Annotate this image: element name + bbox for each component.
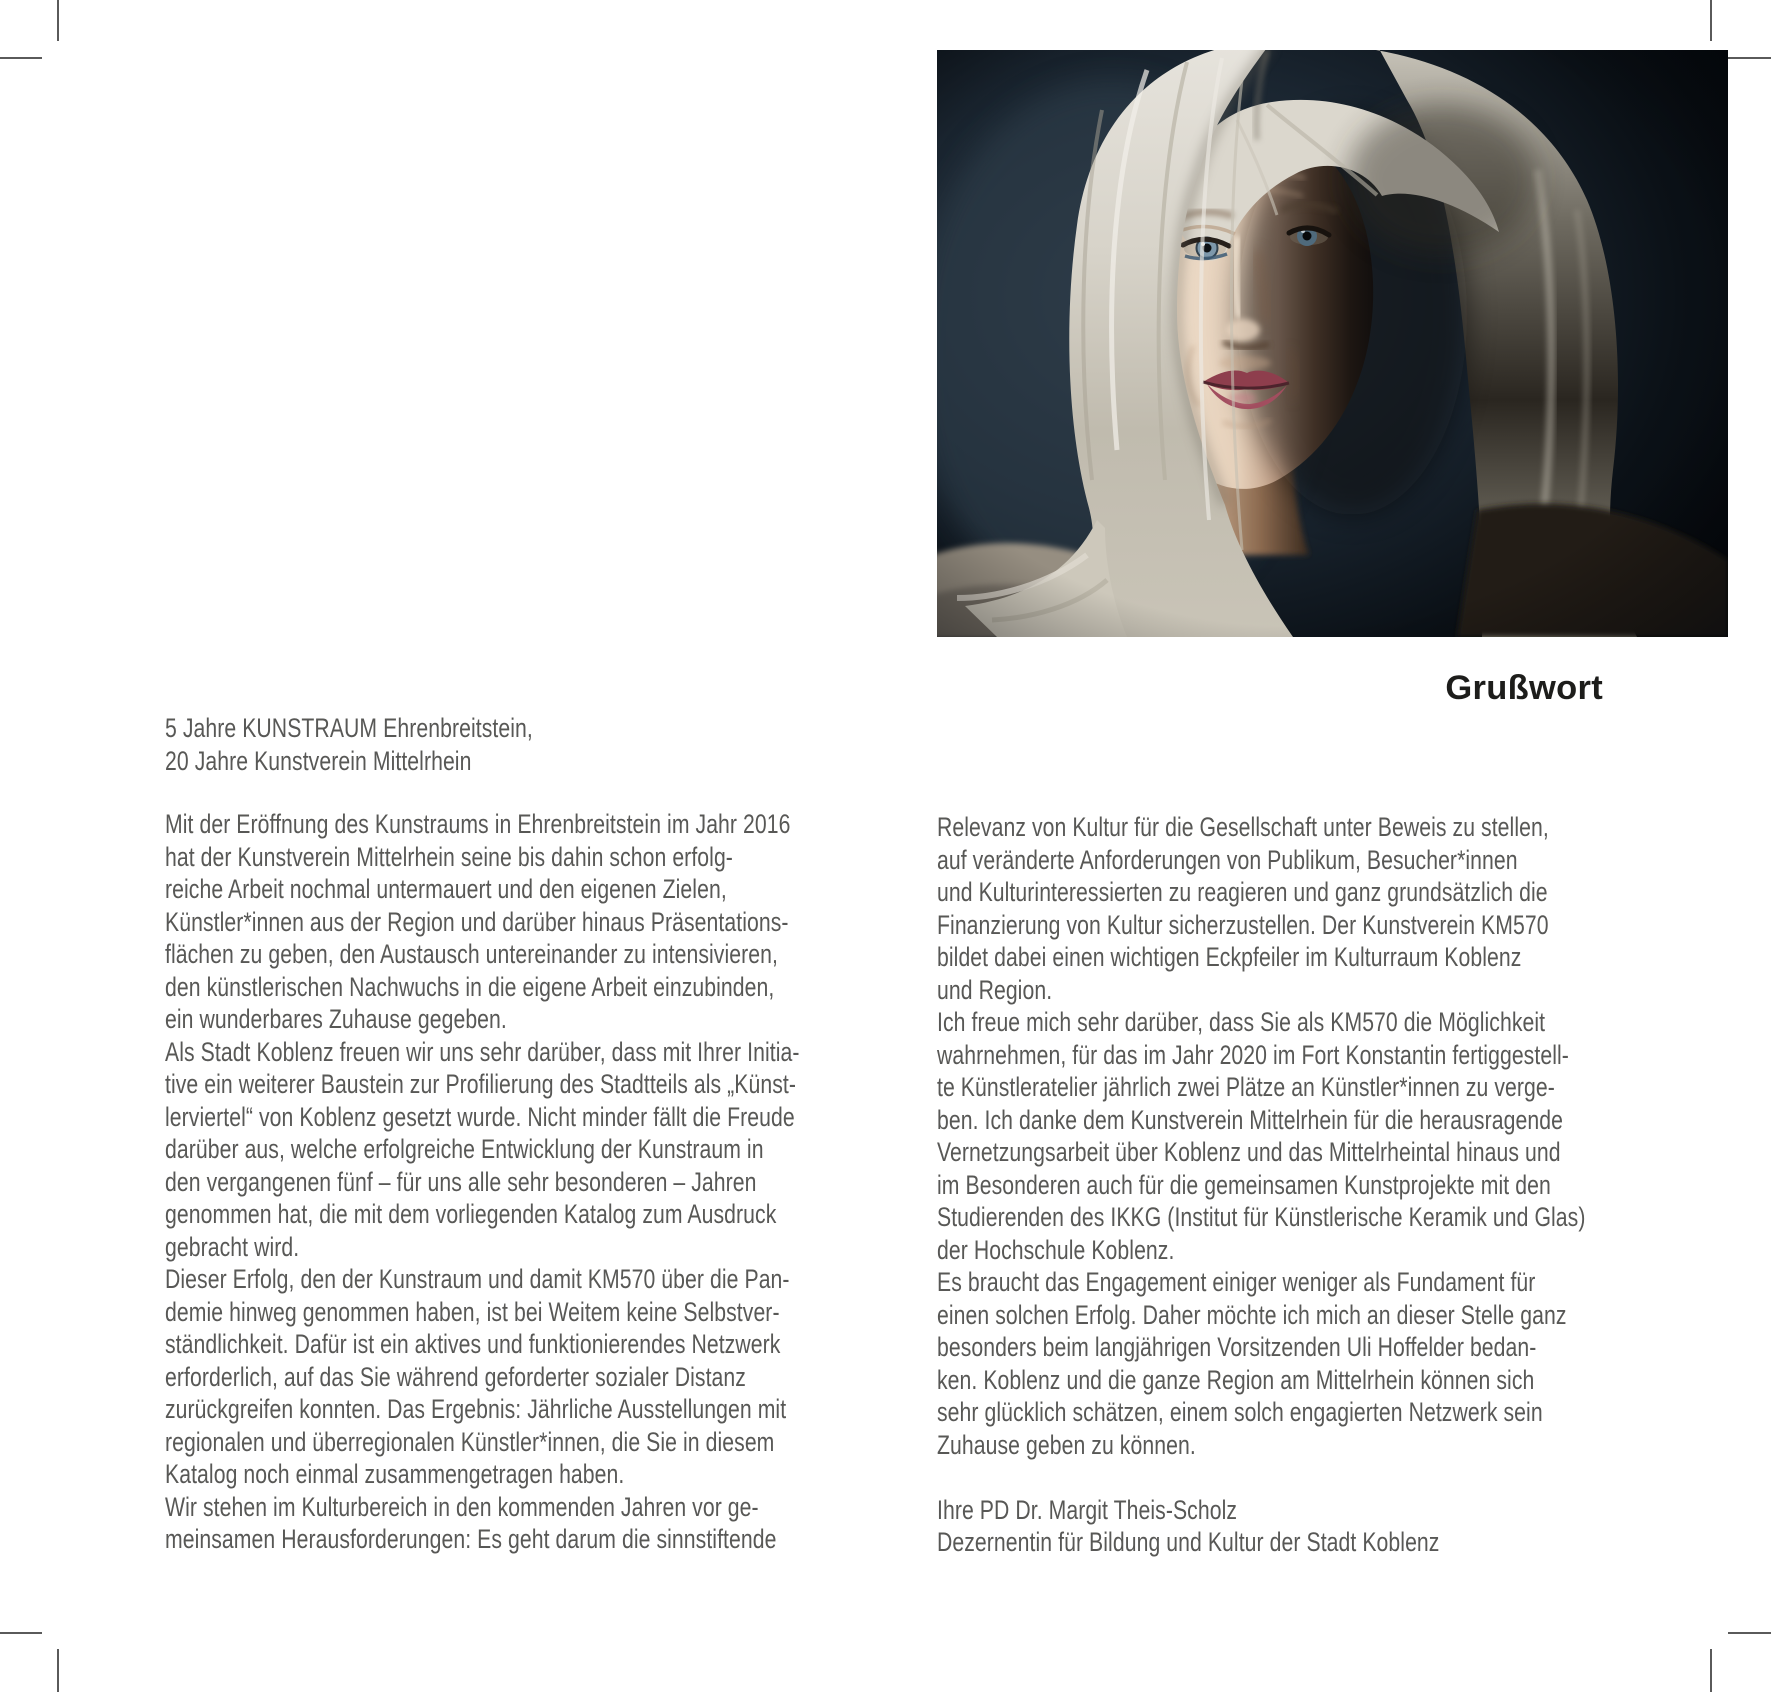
text-line: Vernetzungsarbeit über Koblenz und das Mittelrheintal hinaus und (937, 1137, 1561, 1167)
text-line: Wir stehen im Kulturbereich in den kommenden Jahren vor ge- (165, 1491, 759, 1522)
text-line: wahrnehmen, für das im Jahr 2020 im Fort Konstantin fertiggestell- (937, 1039, 1569, 1070)
text-line: genommen hat, die mit dem vorliegenden Katalog zum Ausdruck (165, 1199, 777, 1229)
text-line: Künstler*innen aus der Region und darüber hinaus Präsentations- (165, 906, 789, 937)
text-line: 5 Jahre KUNSTRAUM Ehrenbreitstein, (165, 713, 533, 743)
text-line: besonders beim langjährigen Vorsitzenden Uli Hoffelder bedan- (937, 1332, 1537, 1362)
text-line: gebracht wird. (165, 1231, 300, 1262)
text-line: Dezernentin für Bildung und Kultur der Stadt Koblenz (937, 1527, 1440, 1557)
text-line: sehr glücklich schätzen, einem solch engagierten Netzwerk sein (937, 1397, 1543, 1427)
crop-mark-bottom-right-horizontal (1728, 1632, 1771, 1634)
left-column-intro (165, 712, 533, 777)
text-line: meinsamen Herausforderungen: Es geht darum die sinnstiftende (165, 1524, 777, 1554)
text-line: Ich freue mich sehr darüber, dass Sie als KM570 die Möglichkeit (937, 1007, 1546, 1037)
text-line: den vergangenen fünf – für uns alle sehr besonderen – Jahren (165, 1166, 757, 1197)
photo-vignette (937, 50, 1728, 637)
text-line: Als Stadt Koblenz freuen wir uns sehr darüber, dass mit Ihrer Initia- (165, 1036, 800, 1067)
text-line: Studierenden des IKKG (Institut für Künstlerische Keramik und Glas) (937, 1202, 1586, 1232)
text-line: Dieser Erfolg, den der Kunstraum und damit KM570 über die Pan- (165, 1264, 790, 1294)
text-line: 20 Jahre Kunstverein Mittelrhein (165, 745, 472, 776)
crop-mark-top-right-horizontal (1728, 57, 1771, 59)
text-line: Finanzierung von Kultur sicherzustellen. Der Kunstverein KM570 (937, 909, 1549, 940)
portrait-photo (937, 50, 1728, 637)
crop-mark-bottom-right-vertical (1710, 1649, 1712, 1692)
page-title: Grußwort (1445, 669, 1603, 707)
text-line: ben. Ich danke dem Kunstverein Mittelrhein für die herausragende (937, 1104, 1563, 1135)
signature-block (937, 1494, 1585, 1559)
text-line: reiche Arbeit nochmal untermauert und den eigenen Zielen, (165, 874, 727, 904)
text-line: lerviertel“ von Koblenz gesetzt wurde. Nicht minder fällt die Freude (165, 1101, 795, 1132)
text-line: tive ein weiterer Baustein zur Profilierung des Stadtteils als „Künst- (165, 1069, 797, 1099)
text-line: hat der Kunstverein Mittelrhein seine bis dahin schon erfolg- (165, 841, 733, 872)
text-line: Zuhause geben zu können. (937, 1429, 1196, 1460)
text-line: bildet dabei einen wichtigen Eckpfeiler im Kulturraum Koblenz (937, 942, 1522, 972)
text-line: darüber aus, welche erfolgreiche Entwicklung der Kunstraum in (165, 1134, 764, 1164)
text-line: Es braucht das Engagement einiger weniger als Fundament für (937, 1267, 1536, 1297)
crop-mark-top-left-vertical (57, 0, 59, 41)
text-line: Mit der Eröffnung des Kunstraums in Ehrenbreitstein im Jahr 2016 (165, 809, 791, 839)
text-line: im Besonderen auch für die gemeinsamen Kunstprojekte mit den (937, 1169, 1551, 1200)
text-line: und Kulturinteressierten zu reagieren und ganz grundsätzlich die (937, 877, 1548, 907)
text-line: te Künstleratelier jährlich zwei Plätze an Künstler*innen zu verge- (937, 1072, 1555, 1102)
text-line: zurückgreifen konnten. Das Ergebnis: Jährliche Ausstellungen mit (165, 1394, 787, 1424)
text-line: einen solchen Erfolg. Daher möchte ich mich an dieser Stelle ganz (937, 1299, 1567, 1330)
text-line: ständlichkeit. Dafür ist ein aktives und funktionierendes Netzwerk (165, 1329, 781, 1359)
text-line: ken. Koblenz und die ganze Region am Mittelrhein können sich (937, 1364, 1535, 1395)
portrait-illustration (937, 50, 1728, 637)
crop-mark-bottom-left-vertical (57, 1649, 59, 1692)
text-line: der Hochschule Koblenz. (937, 1234, 1175, 1265)
left-column-body (165, 808, 800, 1556)
crop-mark-top-left-horizontal (0, 57, 42, 59)
text-line: erforderlich, auf das Sie während geforderter sozialer Distanz (165, 1361, 746, 1392)
text-line: ein wunderbares Zuhause gegeben. (165, 1004, 507, 1034)
text-line: demie hinweg genommen haben, ist bei Weitem keine Selbstver- (165, 1296, 780, 1327)
crop-mark-bottom-left-horizontal (0, 1632, 42, 1634)
text-line: den künstlerischen Nachwuchs in die eigene Arbeit einzubinden, (165, 971, 775, 1002)
crop-mark-top-right-vertical (1710, 0, 1712, 41)
text-line: auf veränderte Anforderungen von Publikum, Besucher*innen (937, 844, 1518, 875)
text-line: Relevanz von Kultur für die Gesellschaft unter Beweis zu stellen, (937, 812, 1549, 842)
text-line: Ihre PD Dr. Margit Theis-Scholz (937, 1494, 1238, 1525)
text-line: flächen zu geben, den Austausch untereinander zu intensivieren, (165, 939, 778, 969)
right-column-body (937, 811, 1585, 1461)
text-line: und Region. (937, 974, 1053, 1005)
right-column (937, 811, 1585, 1559)
text-line: Katalog noch einmal zusammengetragen haben. (165, 1459, 625, 1489)
text-line: regionalen und überregionalen Künstler*innen, die Sie in diesem (165, 1426, 775, 1457)
